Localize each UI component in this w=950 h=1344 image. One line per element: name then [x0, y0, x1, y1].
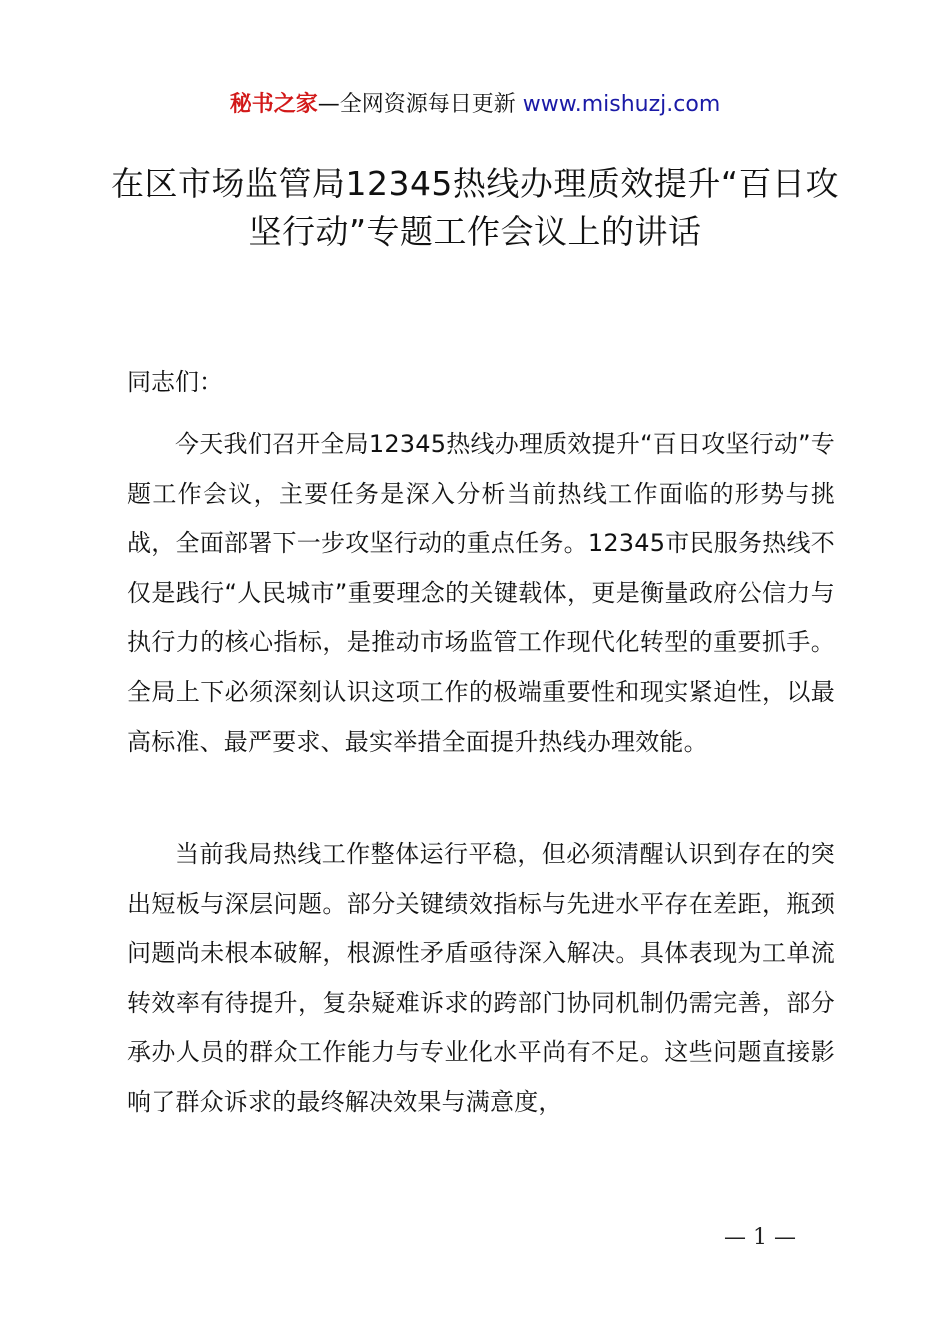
header-tagline: —全网资源每日更新: [317, 92, 523, 117]
body-paragraph: 今天我们召开全局12345热线办理质效提升“百日攻坚行动”专题工作会议，主要任务是深入分析当前热线工作面临的形势与挑战，全面部署下一步攻坚行动的重点任务。12345市民服务热线不仅是践行“人民城市”重要理念的关键载体，更是衡量政府公信力与执行力的核心指标，是推动市场监管工作现代化转型的重要抓手。全局上下必须深刻认识这项工作的极端重要性和现实紧迫性，以最高标准、最严要求、最实举措全面提升热线办理效能。: [127, 430, 835, 756]
site-url-link[interactable]: www.mishuzj.com: [522, 92, 721, 117]
body-paragraph: 当前我局热线工作整体运行平稳，但必须清醒认识到存在的突出短板与深层问题。部分关键绩效指标与先进水平存在差距，瓶颈问题尚未根本破解，根源性矛盾亟待深入解决。具体表现为工单流转效率有待提升，复杂疑难诉求的跨部门协同机制仍需完善，部分承办人员的群众工作能力与专业化水平尚有不足。这些问题直接影响了群众诉求的最终解决效果与满意度，: [127, 840, 835, 1116]
site-header: [0, 88, 950, 122]
page-number: — 1 —: [724, 1225, 796, 1250]
document-title: 在区市场监管局12345热线办理质效提升“百日攻坚行动”专题工作会议上的讲话: [110, 164, 840, 251]
salutation: 同志们：: [127, 368, 223, 396]
brand-name: 秘书之家: [229, 92, 318, 117]
